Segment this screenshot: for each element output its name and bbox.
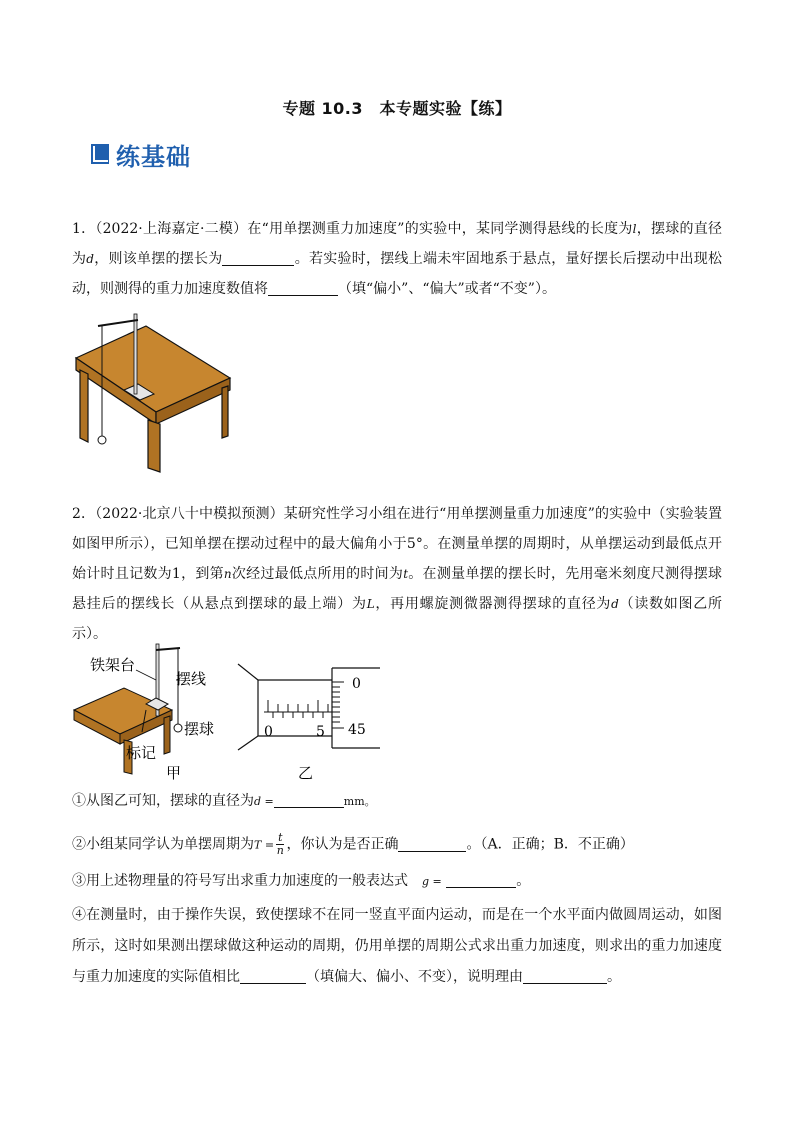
q1-text: 。若实验时，摆线上端未牢固地系于悬点，量好摆长后摆动中出现松动，则测得的重力加速度数值将 [72,251,723,297]
q2-text: （读数如图乙所示）。 [72,596,723,642]
answer-blank[interactable] [398,835,466,852]
var-n: n [223,567,232,581]
main-scale-5: 5 [316,724,325,740]
sub2-text: ②小组某同学认为单摆周期为 [72,836,254,853]
label-stand: 铁架台 [90,656,136,674]
q2-text: 2．（2022·北京八十中模拟预测）某研究性学习小组在进行“用单摆测量重力加速度”的实验中（实验装置如图甲所示），已知单摆在摆动过程中的最大偏角小于5°。在测量单摆的周期时，从单摆运动到最低点开始计时且记数为1，到第 [72,506,722,582]
caption-yi: 乙 [298,764,314,782]
unit-mm: mm。 [343,795,376,808]
answer-blank[interactable] [446,871,516,888]
var-l: l [632,222,637,236]
sub2-text: 。（A．正确；B．不正确） [466,836,634,853]
question-2 [72,499,722,649]
sub-question-1 [72,790,376,813]
thimble-0: 0 [352,676,361,692]
sub-question-2 [72,832,634,857]
sub4-text: （填偏大、偏小、不变），说明理由 [306,969,523,985]
page-title: 专题 10.3 本专题实验【练】 [282,99,512,118]
q2-text: 次经过最低点所用的时间为 [231,566,404,582]
figure-jia [72,640,232,782]
answer-blank[interactable] [240,967,306,984]
book-icon [90,143,110,165]
q1-text: ，则该单摆的摆长为 [93,251,223,267]
equals-sign: = [261,795,274,808]
section-header [90,139,191,169]
answer-blank[interactable] [268,279,338,296]
q2-text: ，再用螺旋测微器测得摆球的直径为 [374,596,612,612]
label-mark: 标记 [126,744,157,762]
answer-blank[interactable] [222,249,294,266]
question-1 [72,214,722,304]
sub3-text: 。 [516,873,531,889]
sub1-text: ①从图乙可知，摆球的直径为 [72,793,254,809]
var-d: d [86,252,94,266]
sub-question-4 [72,900,722,993]
pendulum-table-figure [72,312,232,474]
var-t: t [403,567,409,581]
figure-yi-micrometer [236,660,386,782]
section-label: 练基础 [116,142,191,171]
sub3-text: ③用上述物理量的符号写出求重力加速度的一般表达式 [72,873,408,889]
sub4-text: ④在测量时，由于操作失误，致使摆球不在同一竖直平面内运动，而是在一个水平面内做圆周运动，如图所示，这时如果测出摆球做这种运动的周期，仍用单摆的周期公式求出重力加速度，则求出的重力加速度与重力加速度的实际值相比 [72,907,722,985]
fraction-t-over-n [276,832,284,857]
var-L: L [366,597,375,611]
sub4-text: 。 [607,969,621,985]
q2-text: 。在测量单摆的摆长时，先用毫米刻度尺测得摆球悬挂后的摆线长（从悬点到摆球的最上端）为 [72,566,723,612]
main-scale-0: 0 [264,724,273,740]
var-T: T [254,838,262,852]
var-d: d [254,795,262,808]
equals-sign: = [429,875,442,888]
equals-sign: = [261,838,275,852]
answer-blank[interactable] [523,967,607,984]
q1-text: ，摆球的直径为 [72,221,723,267]
label-ball: 摆球 [184,720,215,738]
answer-blank[interactable] [274,791,344,808]
sub2-text: ，你认为是否正确 [286,836,399,853]
fraction-denominator: n [276,844,284,857]
thimble-45: 45 [348,722,366,738]
var-d: d [611,597,619,611]
var-g: g [422,875,430,888]
q1-text: （填“偏小”、“偏大”或者“不变”）。 [338,281,556,297]
q1-text: 1．（2022·上海嘉定·二模）在“用单摆测重力加速度”的实验中，某同学测得悬线的长度为 [72,221,633,237]
sub-question-3 [72,870,530,893]
label-string: 摆线 [176,670,207,688]
caption-jia: 甲 [166,764,182,782]
fraction-numerator: t [278,831,283,844]
